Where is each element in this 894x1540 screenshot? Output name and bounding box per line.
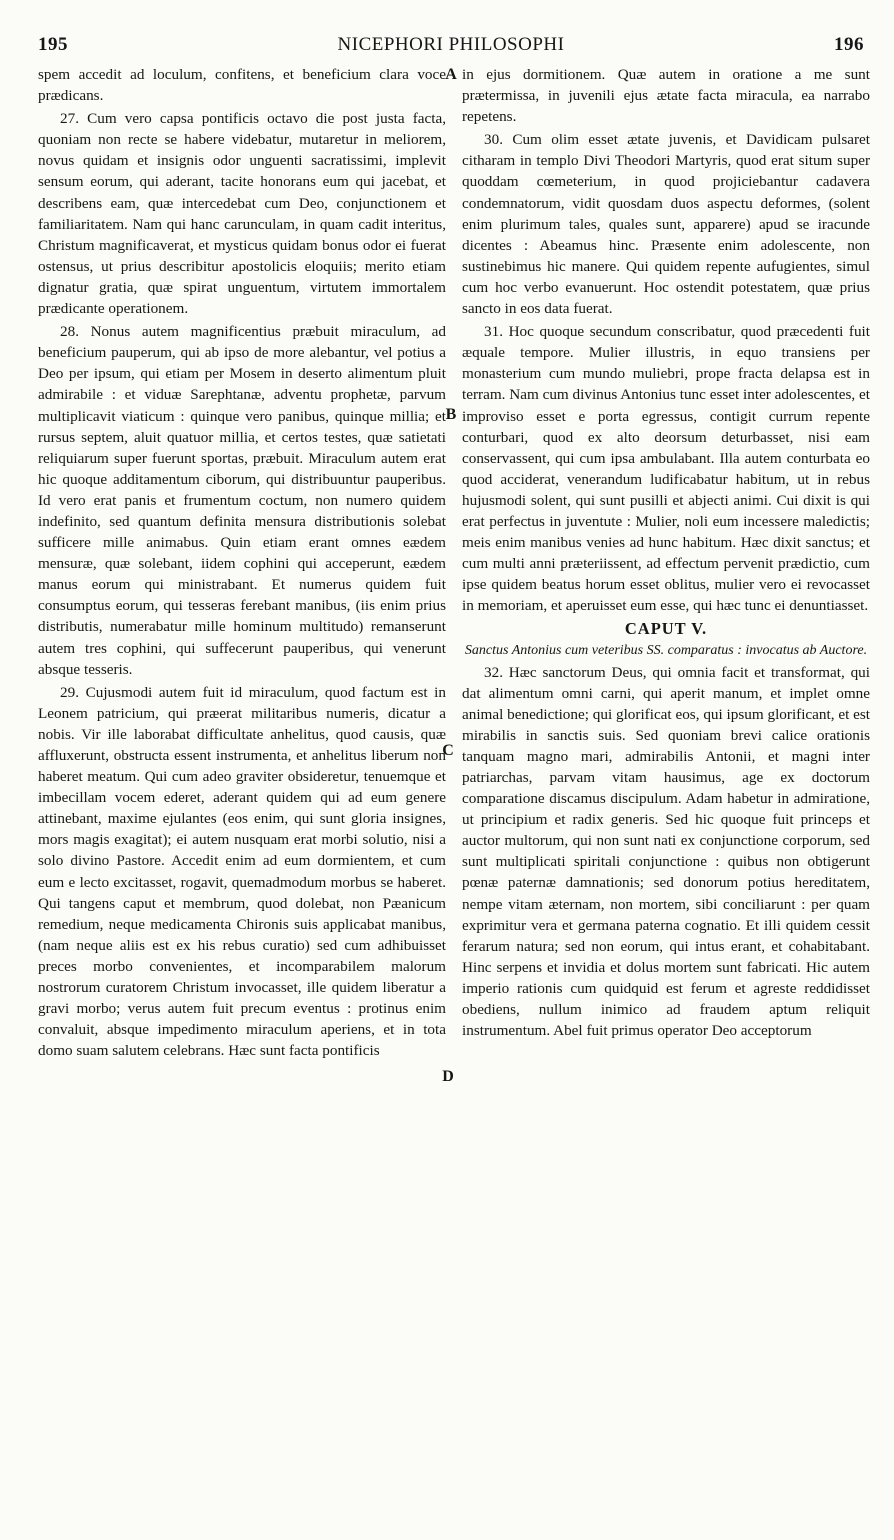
chapter-title: CAPUT V.: [624, 619, 708, 639]
margin-marker-c: C: [442, 742, 454, 759]
paragraph-28: 28. Nonus autem magnificentius præbuit miraculum, ad beneficium pauperum, qui ab ipso de more alebantur, vel potius a Deo per ipsum, qui etiam per Mosem in deserto alimentum pluit admirabile : et viduæ Sarephtanæ, adventu prophetæ, parvum multiplicavit viaticum : quinque vero panibus, quinque millia; et rursus septem, aluit quatuor millia, et certos testes, quæ satietati reliquiarum super fuerunt sportas, præbuit. Miraculum autem erat hic quoque additamentum ciborum, qui distribuuntur pauperibus. Id vero erat panis et frumentum coctum, non numero quidem indefinito, sed quantum definita mensura distributionis solebat sufficere mille animabus. Quin etiam erant omnes eædem mensuræ, quæ solebant, iidem cophini qui acceperunt, eædem manus eorum qui ministrabant. Et numerus quidem fuit consumptus eorum, qui tesseras ferebant manibus, (iis enim prius distributis, numerabatur mille hominum multitudo) remanserunt autem tres cophini, qui suffecerunt pauperibus, qui venerunt absque tesseris.: [38, 323, 446, 678]
left-column: [38, 64, 446, 1061]
paragraph-31: 31. Hoc quoque secundum conscribatur, quod præcedenti fuit æquale tempore. Mulier illustris, in equo transiens per monasterium cum mundo muliebri, prope fracta delapsa est in terram. Nam cum divinus Antonius tunc esset inter adolescentes, et improviso esset e porta egressus, contigit currum repente conturbari, quod ex alto deorsum deturbasset, nisi eam conservassent, qui cum ipsa ambulabant. Illa autem conturbata eo quod acciderat, venerandum ludificabatur habitum, ut in rebus hujusmodi solent, qui sunt pusilli et abjecti animi. Cui dixit is qui erat perfectus in juventute : Mulier, noli eum incessere maledictis; meis enim manibus venies ad hunc habitum. Hæc dixit sanctus; et cum multi anni præteriissent, ad effectum pervenit prædictio, cum ipse quidem beatus horum esset oblitus, mulier vero ei revocasset in memoriam, et aperuisset eum esse, qui hæc tunc ei denuntiasset.: [462, 323, 870, 615]
page-header: [38, 34, 864, 60]
chapter-subtitle: Sanctus Antonius cum veteribus SS. comparatus : invocatus ab Auctore.: [464, 642, 868, 658]
margin-marker-a: A: [445, 66, 457, 83]
page-number-right: 196: [834, 34, 864, 55]
paragraph-continuation: in ejus dormitionem. Quæ autem in oratione a me sunt prætermissa, in juvenili ejus ætate facta miracula, ea narrabo repetens.: [462, 66, 870, 126]
paragraph-32: 32. Hæc sanctorum Deus, qui omnia facit et transformat, qui dat alimentum omni carni, qui aperit manum, et implet omne animal benedictione; qui glorificat eos, qui ipsum glorificant, et est mirabilis in sanctis suis. Sed quoniam brevi calice orationis tanquam magno mari, admirabilis Antonii, et magni inter patriarchas, parvam vitam hausimus, age ex doctorum comparatione discamus discipulum. Adam habetur in admiratione, ut principium et radix generis. Sed hic quoque fuit princeps et auctor multorum, qui non sunt nati ex conjunctione corporum, sed sunt multiplicati spiritali conjunctione : quibus non obtigerunt pœnæ paternæ damnationis; sed donorum potius hereditatem, nempe vitam æternam, non mortem, sibi conciliarunt : per quam exprimitur vera et germana paterna cognatio. Et illi quidem cessit ferarum natura; sed non eorum, qui intus erant, et cohabitabant. Hinc serpens et invidia et dolus mortem sunt fabricati. Hic autem imperio rationis cum quidquid est ferum et agreste reddidisset obediens, nullum inimico ad fraudem aptum reliquit instrumentum. Abel fuit primus operator Deo acceptorum: [462, 663, 870, 1040]
running-title: NICEPHORI PHILOSOPHI: [337, 34, 565, 55]
margin-marker-b: B: [445, 406, 457, 423]
paragraph-continuation: spem accedit ad loculum, confitens, et beneficium clara voce prædicans.: [38, 66, 446, 105]
paragraph-29: 29. Cujusmodi autem fuit id miraculum, quod factum est in Leonem patricium, qui præerat militaribus numeris, dicatur a nobis. Vir ille laborabat difficultate anhelitus, quod causis, quæ affluxerunt, obstructa essent instrumenta, et anhelitus liberum non haberet meatum. Qui cum adeo graviter obsideretur, tenuemque et imbecillam vocem ederet, aderant quidem qui ad eum genere attinebant, maxime ejulantes (eos enim, qui sunt gloria insignes, mors magis exagitat); ei autem nusquam erat morbi solutio, nisi a solo divino Pastore. Accedit enim ad eum dormientem, et cum eum e lecto excitasset, rogavit, quemadmodum morbus se haberet. Qui tangens caput et membrum, quod dolebat, non Pæanicum remedium, neque medicamenta Chironis suis applicabat manibus, (nam neque aliis est ex his rebus curatio) sed cum adhibuisset preces morbo convenientes, et incomparabilem malorum nostrorum curatorem Christum invocasset, ille quidem liberatur a gravi morbo; verus autem fuit precum eventus : protinus enim convaluit, absque impedimento miraculum aperiens, et in tota domo suam salutem celebrans. Hæc sunt facta pontificis: [38, 683, 446, 1060]
page-number-left: 195: [38, 34, 68, 55]
paragraph-27: 27. Cum vero capsa pontificis octavo die post justa facta, quoniam non recte se habere videbatur, mutaretur in meliorem, novus quidam et insignis odor unguenti sacratissimi, implevit sensum eorum, qui aderant, tacite honorans eum qui jacebat, et describens eam, quæ intercedebat cum Deo, conjunctionem et familiaritatem. Nam qui hanc carunculam, in quam cadit interitus, Christum magnificaverat, et mysticus quidam bonus odor ei fuerat ostensus, ut prius describitur apostolicis eloquiis; merito etiam dignatur gratia, quæ spirat unguentum, virtutem immortalem prædicante operationem.: [38, 110, 446, 318]
right-column: [462, 64, 870, 1041]
margin-marker-d: D: [442, 1068, 454, 1085]
paragraph-30: 30. Cum olim esset ætate juvenis, et Davidicam pulsaret citharam in templo Divi Theodori Martyris, quod erat situm super quoddam cœmeterium, in quod projiciebantur cadavera condemnatorum, vidit quosdam duos aspectu deformes, (solent enim plurimum tales, quales sunt, apparere) apud se iracunde dicentes : Abeamus hinc. Præsente enim adolescente, non sustinebimus hic manere. Qui quidem repente aufugientes, simul cum hoc verbo evanuerunt. Hoc ostendit potestatem, quæ prius sancto in eos data fuerat.: [462, 131, 870, 318]
